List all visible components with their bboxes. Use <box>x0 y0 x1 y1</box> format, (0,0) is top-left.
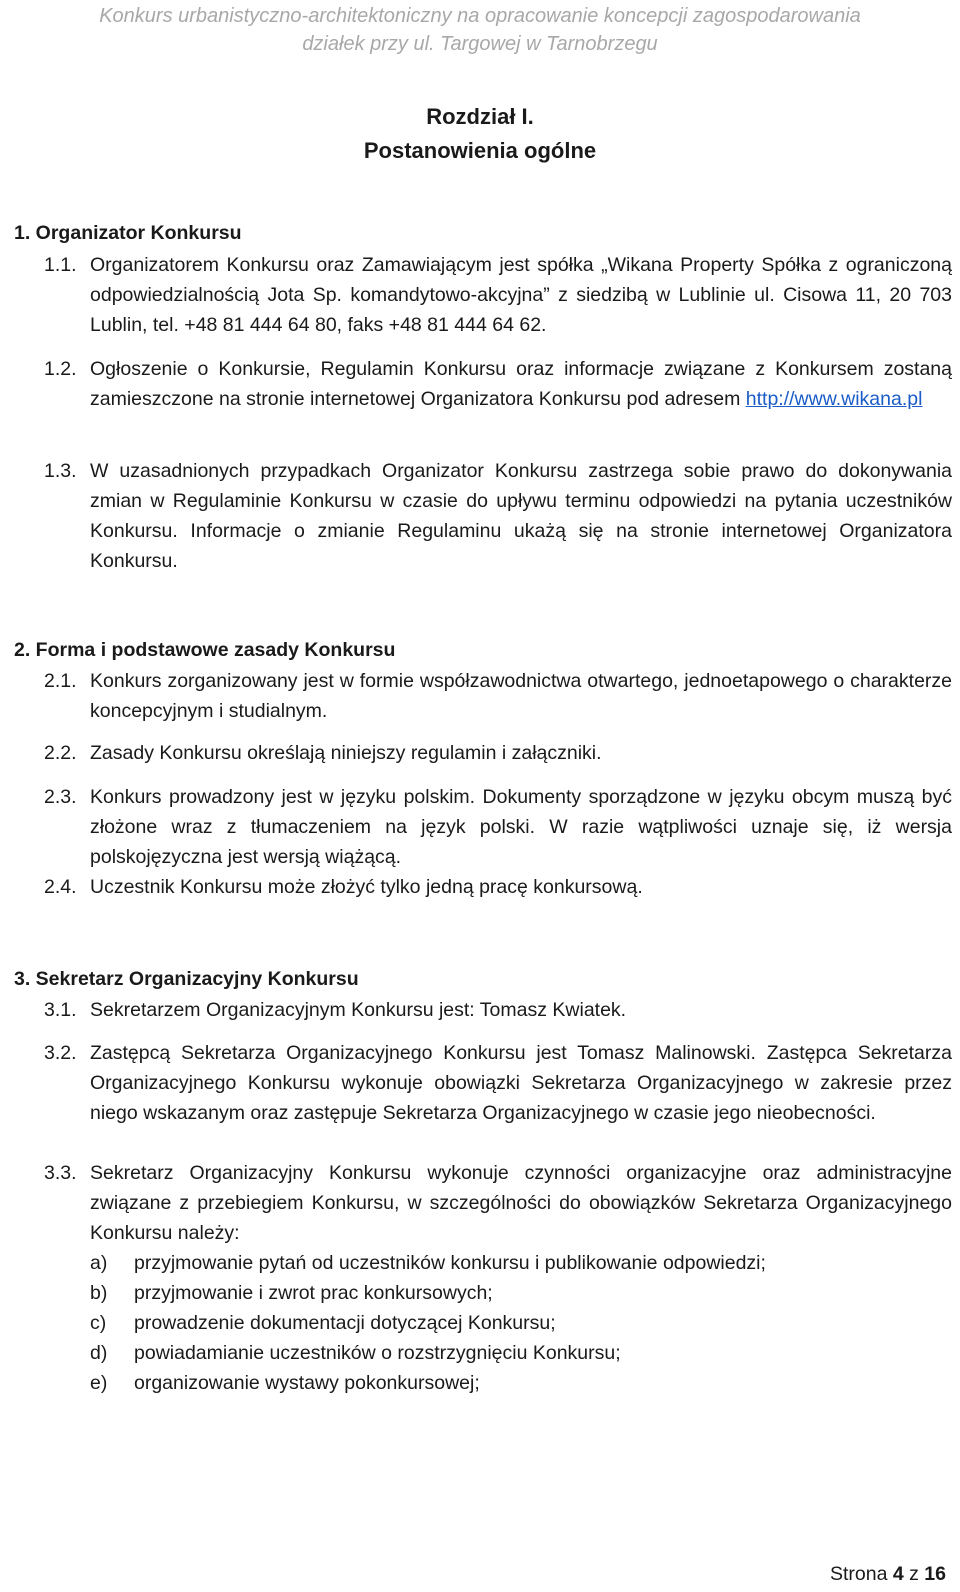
paragraph-2-1 <box>44 666 952 726</box>
list-letter: e) <box>90 1372 108 1394</box>
organizer-website-link[interactable]: http://www.wikana.pl <box>745 388 923 410</box>
paragraph-number: 2.3. <box>44 786 77 808</box>
paragraph-number: 1.3. <box>44 460 77 482</box>
paragraph-text: Zasady Konkursu określają niniejszy regulamin i załączniki. <box>90 742 602 764</box>
chapter-subtitle: Postanowienia ogólne <box>363 138 597 163</box>
paragraph-2-3 <box>44 782 952 872</box>
header-line-2: działek przy ul. Targowej w Tarnobrzegu <box>302 33 658 55</box>
paragraph-text-body: Ogłoszenie o Konkursie, Regulamin Konkursu oraz informacje związane z Konkursem zostaną zamieszczone na stronie internetowej Organizatora Konkursu pod adresem <box>90 358 952 410</box>
chapter-title: Rozdział I. <box>426 104 534 129</box>
header-line-1: Konkurs urbanistyczno-architektoniczny na opracowanie koncepcji zagospodarowania <box>99 5 861 27</box>
page-separator: z <box>909 1563 919 1585</box>
paragraph-3-2 <box>44 1038 952 1128</box>
paragraph-text: Sekretarz Organizacyjny Konkursu wykonuje czynności organizacyjne oraz administracyjne związane z przebiegiem Konkursu, w szczególności do obowiązków Sekretarza Organizacyjnego Konkursu należy: <box>90 1162 952 1244</box>
list-letter: c) <box>90 1312 107 1334</box>
paragraph-number: 3.3. <box>44 1162 77 1184</box>
paragraph-number: 3.2. <box>44 1042 77 1064</box>
section-1-title: 1. Organizator Konkursu <box>14 222 242 244</box>
paragraph-text: W uzasadnionych przypadkach Organizator Konkursu zastrzega sobie prawo do dokonywania zmian w Regulaminie Konkursu w czasie do upływu terminu odpowiedzi na pytania uczestników Konkursu. Informacje o zmianie Regulaminu ukażą się na stronie internetowej Organizatora Konkursu. <box>90 460 952 572</box>
paragraph-1-2 <box>44 354 952 414</box>
section-3-title: 3. Sekretarz Organizacyjny Konkursu <box>14 968 359 990</box>
paragraph-text: Konkurs prowadzony jest w języku polskim. Dokumenty sporządzone w języku obcym muszą być złożone wraz z tłumaczeniem na język polski. W razie wątpliwości uznaje się, iż wersja polskojęzyczna jest wersją wiążącą. <box>90 786 952 868</box>
paragraph-3-1 <box>44 995 952 1025</box>
paragraph-1-1 <box>44 250 952 340</box>
paragraph-number: 3.1. <box>44 999 77 1021</box>
list-text: przyjmowanie pytań od uczestników konkursu i publikowanie odpowiedzi; <box>134 1252 766 1274</box>
page-number-footer <box>830 1560 946 1588</box>
page-label: Strona <box>829 1563 888 1585</box>
list-item-e <box>90 1368 480 1398</box>
paragraph-text: Zastępcą Sekretarza Organizacyjnego Konkursu jest Tomasz Malinowski. Zastępca Sekretarza Organizacyjnego Konkursu wykonuje obowiązki Sekretarza Organizacyjnego w zakresie przez niego wskazanym oraz zastępuje Sekretarza Organizacyjnego w czasie jego nieobecności. <box>90 1042 952 1124</box>
list-text: organizowanie wystawy pokonkursowej; <box>134 1372 480 1394</box>
paragraph-1-3 <box>44 456 952 576</box>
paragraph-number: 1.1. <box>44 254 77 276</box>
list-text: przyjmowanie i zwrot prac konkursowych; <box>134 1282 493 1304</box>
list-letter: a) <box>90 1252 108 1274</box>
list-text: prowadzenie dokumentacji dotyczącej Konkursu; <box>134 1312 556 1334</box>
paragraph-number: 2.2. <box>44 742 77 764</box>
paragraph-2-2 <box>44 738 952 768</box>
paragraph-number: 2.4. <box>44 876 77 898</box>
paragraph-number: 1.2. <box>44 358 77 380</box>
list-item-d <box>90 1338 621 1368</box>
list-item-c <box>90 1308 556 1338</box>
paragraph-text: Uczestnik Konkursu może złożyć tylko jedną pracę konkursową. <box>90 876 643 898</box>
paragraph-3-3 <box>44 1158 952 1248</box>
paragraph-text: Konkurs zorganizowany jest w formie współzawodnictwa otwartego, jednoetapowego o charakterze koncepcyjnym i studialnym. <box>90 670 952 722</box>
list-text: powiadamianie uczestników o rozstrzygnięciu Konkursu; <box>134 1342 621 1364</box>
list-item-b <box>90 1278 493 1308</box>
paragraph-text: Sekretarzem Organizacyjnym Konkursu jest: Tomasz Kwiatek. <box>90 999 627 1021</box>
paragraph-number: 2.1. <box>44 670 77 692</box>
paragraph-text: Organizatorem Konkursu oraz Zamawiającym jest spółka „Wikana Property Spółka z ograniczoną odpowiedzialnością Jota Sp. komandytowo-akcyjna” z siedzibą w Lublinie ul. Cisowa 11, 20 703 Lublin, tel. +48 81 444 64 80, faks +48 81 444 64 62. <box>90 254 952 336</box>
current-page: 4 <box>892 1563 904 1585</box>
list-item-a <box>90 1248 766 1278</box>
list-letter: b) <box>90 1282 108 1304</box>
paragraph-text <box>90 354 952 414</box>
total-pages: 16 <box>924 1563 946 1585</box>
list-letter: d) <box>90 1342 108 1364</box>
section-2-title: 2. Forma i podstawowe zasady Konkursu <box>14 639 396 661</box>
document-header <box>0 2 960 58</box>
paragraph-2-4 <box>44 872 952 902</box>
